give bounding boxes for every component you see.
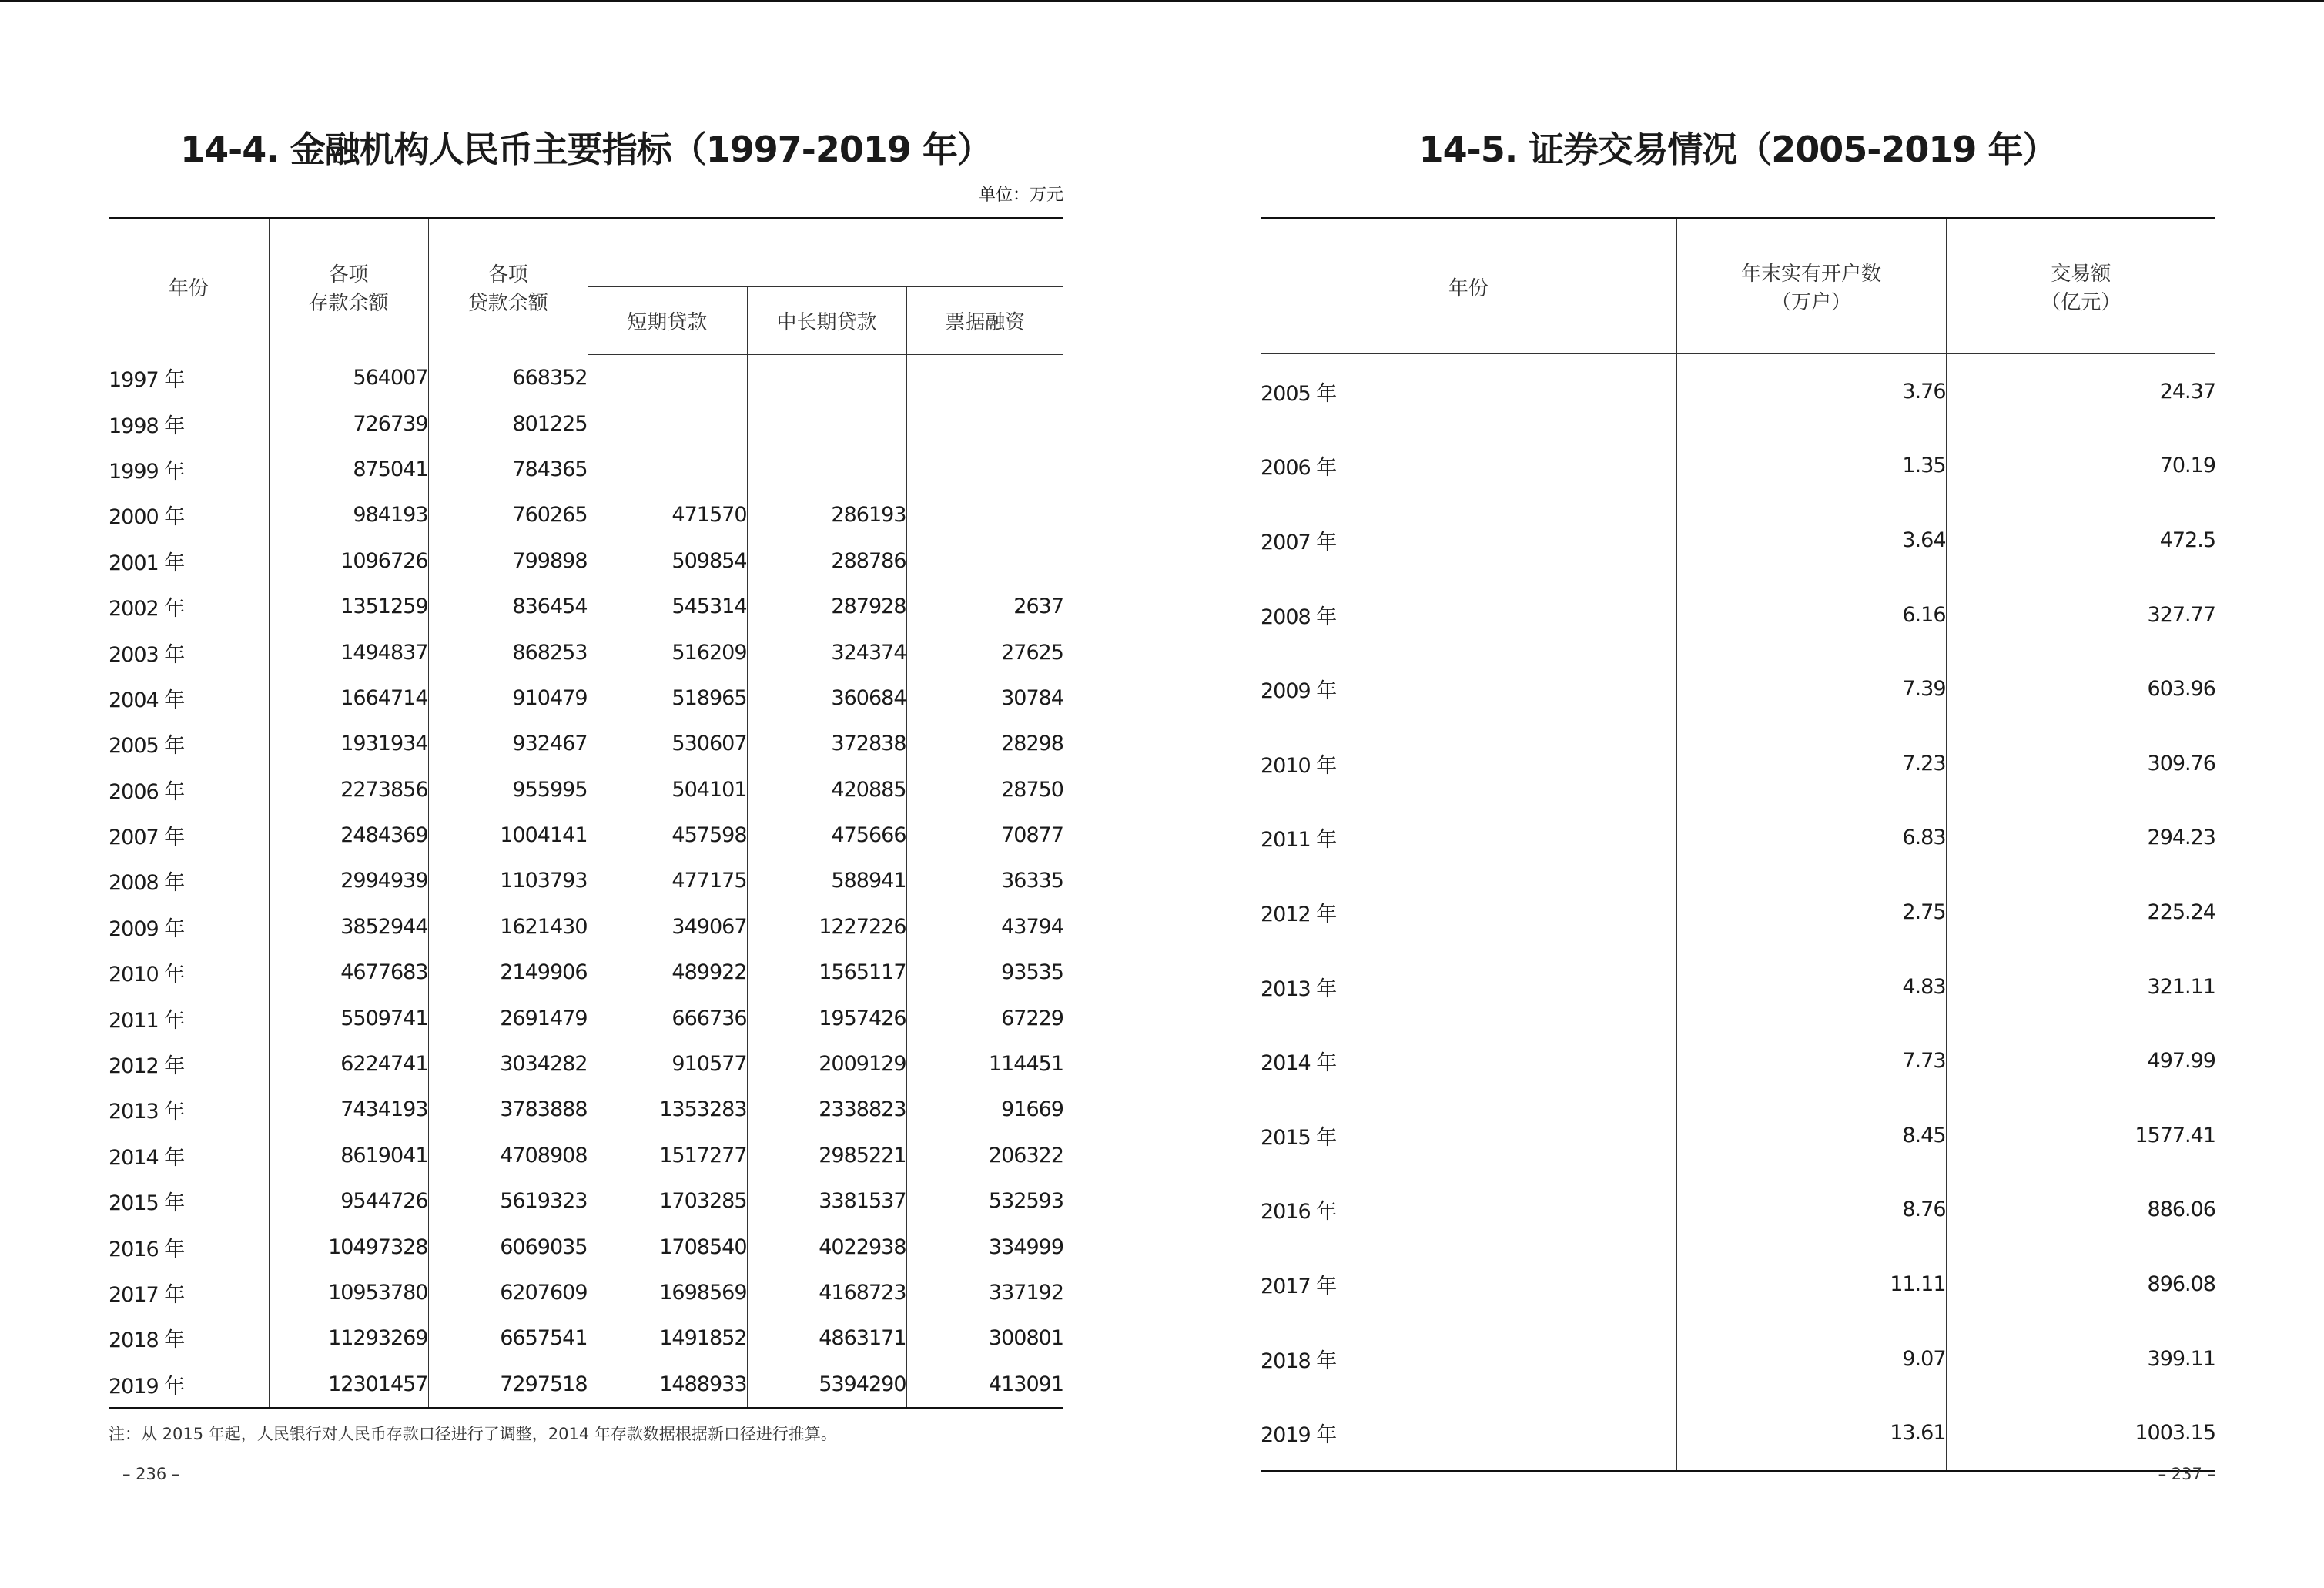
bill-financing-cell	[906, 447, 1063, 492]
year-cell: 2012 年	[109, 1041, 269, 1087]
trading-volume-cell: 1577.41	[2135, 1123, 2215, 1147]
table-row	[1261, 429, 2215, 504]
deposit-cell: 1931934	[269, 721, 428, 766]
year-cell: 2007 年	[1261, 503, 1676, 578]
loan-cell: 1004141	[428, 812, 588, 858]
medium-long-term-loan-cell: 360684	[747, 675, 906, 721]
year-cell: 2005 年	[1261, 354, 1676, 429]
year-cell: 2017 年	[1261, 1247, 1676, 1322]
deposit-header: 各项 存款余额	[269, 219, 428, 355]
short-term-loan-cell: 530607	[588, 721, 747, 766]
short-term-loan-cell: 666736	[588, 995, 747, 1040]
bill-financing-cell: 532593	[988, 1189, 1063, 1214]
deposit-cell: 564007	[269, 355, 428, 401]
deposit-cell: 8619041	[269, 1133, 428, 1178]
accounts-cell: 2.75	[1676, 875, 1946, 950]
accounts-cell: 6.83	[1676, 801, 1946, 876]
year-cell: 2015 年	[109, 1178, 269, 1224]
deposit-cell: 10953780	[269, 1270, 428, 1315]
trading-volume-cell: 1003.15	[1946, 1395, 2215, 1471]
year-cell: 2016 年	[109, 1224, 269, 1269]
trading-volume-cell: 70.19	[2159, 454, 2215, 478]
year-cell: 1999 年	[109, 447, 269, 492]
bill-financing-cell: 70877	[1001, 823, 1063, 848]
medium-long-term-loan-cell: 288786	[747, 538, 906, 584]
loan-cell: 6657541	[428, 1315, 588, 1361]
deposit-cell: 1351259	[269, 584, 428, 629]
year-cell: 2003 年	[109, 629, 269, 675]
deposit-cell: 2273856	[269, 767, 428, 812]
table-row	[109, 858, 1063, 903]
accounts-cell: 8.45	[1676, 1098, 1946, 1173]
page-number: – 237 –	[2158, 1465, 2215, 1483]
year-cell: 2008 年	[109, 858, 269, 903]
loan-cell: 784365	[428, 447, 588, 492]
medium-long-term-loan-cell: 2985221	[747, 1133, 906, 1178]
trading-volume-cell: 497.99	[2147, 1049, 2215, 1074]
year-cell: 2016 年	[1261, 1173, 1676, 1248]
securities-trading-table	[1261, 217, 2215, 1472]
unit-label: 单位：万元	[978, 186, 1063, 205]
table-row	[109, 355, 1063, 401]
loan-cell: 868253	[428, 629, 588, 675]
bill-financing-cell: 2637	[1013, 595, 1063, 619]
deposit-cell: 1494837	[269, 629, 428, 675]
year-cell: 2013 年	[1261, 950, 1676, 1024]
deposit-cell: 11293269	[269, 1315, 428, 1361]
loan-cell: 4708908	[428, 1133, 588, 1178]
page-number: – 236 –	[122, 1465, 180, 1483]
loan-cell: 836454	[428, 584, 588, 629]
accounts-cell: 3.76	[1676, 354, 1946, 429]
bill-financing-cell	[906, 400, 1063, 446]
bill-financing-cell: 337192	[988, 1281, 1063, 1305]
bill-financing-cell	[906, 538, 1063, 584]
bill-financing-cell: 91669	[1001, 1097, 1063, 1122]
year-cell: 2009 年	[109, 904, 269, 950]
bill-financing-header: 票据融资	[906, 287, 1063, 355]
year-cell: 2010 年	[1261, 726, 1676, 801]
year-cell: 1997 年	[109, 355, 269, 401]
table-row	[109, 1087, 1063, 1132]
medium-long-term-loan-cell: 4022938	[747, 1224, 906, 1269]
loan-cell: 3034282	[428, 1041, 588, 1087]
loan-cell: 799898	[428, 538, 588, 584]
loan-cell: 932467	[428, 721, 588, 766]
trading-volume-cell: 399.11	[2147, 1346, 2215, 1371]
trading-volume-cell: 472.5	[2159, 528, 2215, 552]
loan-cell: 668352	[428, 355, 588, 401]
year-cell: 2001 年	[109, 538, 269, 584]
deposit-cell: 984193	[269, 492, 428, 538]
short-term-loan-cell: 1488933	[588, 1362, 747, 1409]
loan-cell: 2149906	[428, 950, 588, 995]
trading-volume-cell: 225.24	[2147, 900, 2215, 924]
short-term-loan-cell: 477175	[588, 858, 747, 903]
deposit-cell: 875041	[269, 447, 428, 492]
table-row	[1261, 1322, 2215, 1396]
year-cell: 2006 年	[1261, 429, 1676, 504]
table-row	[109, 1315, 1063, 1361]
table-row	[1261, 1395, 2215, 1471]
deposit-cell: 7434193	[269, 1087, 428, 1132]
short-term-loan-cell: 910577	[588, 1041, 747, 1087]
short-term-loan-cell: 545314	[588, 584, 747, 629]
table-row	[109, 767, 1063, 812]
deposit-cell: 5509741	[269, 995, 428, 1040]
bill-financing-cell: 36335	[1001, 869, 1063, 893]
medium-long-term-loan-cell: 420885	[747, 767, 906, 812]
year-cell: 2015 年	[1261, 1098, 1676, 1173]
table-row	[1261, 1247, 2215, 1322]
bill-financing-cell: 93535	[1001, 960, 1063, 985]
trading-volume-cell: 24.37	[2159, 379, 2215, 404]
year-cell: 2014 年	[1261, 1023, 1676, 1098]
year-cell: 2019 年	[1261, 1395, 1676, 1471]
table-row	[1261, 1098, 2215, 1173]
medium-long-term-loan-cell	[747, 355, 906, 401]
deposit-cell: 12301457	[269, 1362, 428, 1409]
table-row	[1261, 503, 2215, 578]
bill-financing-cell: 28750	[1001, 777, 1063, 802]
header-row	[1261, 219, 2215, 354]
year-cell: 2008 年	[1261, 578, 1676, 652]
trading-volume-cell: 294.23	[2147, 826, 2215, 850]
bill-financing-cell	[906, 355, 1063, 401]
deposit-cell: 1664714	[269, 675, 428, 721]
medium-long-term-loan-cell: 372838	[747, 721, 906, 766]
accounts-cell: 7.23	[1676, 726, 1946, 801]
table-14-4-title: 14-4. 金融机构人民币主要指标（1997-2019 年）	[180, 129, 992, 170]
loan-cell: 801225	[428, 400, 588, 446]
year-cell: 2018 年	[1261, 1322, 1676, 1396]
table-row	[1261, 801, 2215, 876]
trading-volume-cell: 896.08	[2147, 1271, 2215, 1296]
medium-long-term-loan-header: 中长期贷款	[747, 287, 906, 355]
table-row	[1261, 950, 2215, 1024]
medium-long-term-loan-cell: 4168723	[747, 1270, 906, 1315]
table-row	[109, 995, 1063, 1040]
year-header: 年份	[1261, 219, 1676, 354]
table-row	[109, 1041, 1063, 1087]
table-row	[1261, 354, 2215, 429]
year-cell: 2012 年	[1261, 875, 1676, 950]
table-row	[109, 812, 1063, 858]
short-term-loan-cell	[588, 355, 747, 401]
loan-cell: 910479	[428, 675, 588, 721]
short-term-loan-cell: 489922	[588, 950, 747, 995]
loan-breakdown-group-header	[588, 219, 1063, 287]
table-row	[109, 492, 1063, 538]
accounts-cell: 7.39	[1676, 652, 1946, 726]
medium-long-term-loan-cell	[747, 400, 906, 446]
short-term-loan-cell: 471570	[588, 492, 747, 538]
loan-header: 各项 贷款余额	[428, 219, 588, 355]
bill-financing-cell: 413091	[906, 1362, 1063, 1409]
short-term-loan-cell: 1708540	[588, 1224, 747, 1269]
table-row	[109, 904, 1063, 950]
deposit-cell: 6224741	[269, 1041, 428, 1087]
loan-cell: 955995	[428, 767, 588, 812]
deposit-cell: 1096726	[269, 538, 428, 584]
year-cell: 2014 年	[109, 1133, 269, 1178]
accounts-cell: 9.07	[1676, 1322, 1946, 1396]
table-row	[109, 1362, 1063, 1409]
loan-cell: 1103793	[428, 858, 588, 903]
medium-long-term-loan-cell: 1227226	[747, 904, 906, 950]
table-row	[109, 400, 1063, 446]
short-term-loan-cell: 518965	[588, 675, 747, 721]
short-term-loan-cell: 516209	[588, 629, 747, 675]
loan-cell: 760265	[428, 492, 588, 538]
year-cell: 2011 年	[109, 995, 269, 1040]
table-row	[1261, 875, 2215, 950]
bill-financing-cell	[906, 492, 1063, 538]
short-term-loan-cell	[588, 400, 747, 446]
header-row	[109, 219, 1063, 287]
short-term-loan-cell: 349067	[588, 904, 747, 950]
short-term-loan-header: 短期贷款	[588, 287, 747, 355]
short-term-loan-cell: 504101	[588, 767, 747, 812]
medium-long-term-loan-cell: 3381537	[747, 1178, 906, 1224]
loan-cell: 6069035	[428, 1224, 588, 1269]
short-term-loan-cell: 1698569	[588, 1270, 747, 1315]
trading-volume-cell: 309.76	[2147, 751, 2215, 776]
deposit-cell: 9544726	[269, 1178, 428, 1224]
year-cell: 2009 年	[1261, 652, 1676, 726]
accounts-cell: 8.76	[1676, 1173, 1946, 1248]
deposit-cell: 10497328	[269, 1224, 428, 1269]
year-cell: 2010 年	[109, 950, 269, 995]
short-term-loan-cell: 1517277	[588, 1133, 747, 1178]
accounts-cell: 13.61	[1676, 1395, 1946, 1471]
table-row	[109, 538, 1063, 584]
deposit-cell: 2484369	[269, 812, 428, 858]
year-cell: 1998 年	[109, 400, 269, 446]
year-cell: 2007 年	[109, 812, 269, 858]
medium-long-term-loan-cell: 1957426	[747, 995, 906, 1040]
medium-long-term-loan-cell: 324374	[747, 629, 906, 675]
medium-long-term-loan-cell: 4863171	[747, 1315, 906, 1361]
year-cell: 2002 年	[109, 584, 269, 629]
table-14-5-title: 14-5. 证券交易情况（2005-2019 年）	[1418, 129, 2058, 170]
short-term-loan-cell: 457598	[588, 812, 747, 858]
financial-indicators-table	[109, 217, 1063, 1409]
table-row	[109, 950, 1063, 995]
accounts-header: 年末实有开户数 （万户）	[1676, 219, 1946, 354]
table-row	[109, 1270, 1063, 1315]
table-row	[109, 1224, 1063, 1269]
year-cell: 2017 年	[109, 1270, 269, 1315]
deposit-cell: 3852944	[269, 904, 428, 950]
footnote: 注：从 2015 年起，人民银行对人民币存款口径进行了调整，2014 年存款数据根据新口径进行推算。	[109, 1425, 837, 1443]
bill-financing-cell: 27625	[1001, 640, 1063, 665]
medium-long-term-loan-cell: 475666	[747, 812, 906, 858]
medium-long-term-loan-cell: 286193	[747, 492, 906, 538]
year-cell: 2000 年	[109, 492, 269, 538]
table-row	[1261, 1173, 2215, 1248]
table-row	[1261, 1023, 2215, 1098]
loan-cell: 1621430	[428, 904, 588, 950]
accounts-cell: 3.64	[1676, 503, 1946, 578]
deposit-cell: 2994939	[269, 858, 428, 903]
accounts-cell: 1.35	[1676, 429, 1946, 504]
short-term-loan-cell: 509854	[588, 538, 747, 584]
trading-volume-header: 交易额 （亿元）	[1946, 219, 2215, 354]
loan-cell: 6207609	[428, 1270, 588, 1315]
medium-long-term-loan-cell: 2338823	[747, 1087, 906, 1132]
table-row	[109, 447, 1063, 492]
deposit-cell: 726739	[269, 400, 428, 446]
medium-long-term-loan-cell: 5394290	[747, 1362, 906, 1409]
table-row	[109, 1178, 1063, 1224]
accounts-cell: 11.11	[1676, 1247, 1946, 1322]
medium-long-term-loan-cell: 1565117	[747, 950, 906, 995]
bill-financing-cell: 114451	[988, 1052, 1063, 1077]
short-term-loan-cell: 1491852	[588, 1315, 747, 1361]
year-header: 年份	[109, 219, 269, 355]
table-row	[109, 675, 1063, 721]
table-row	[109, 1133, 1063, 1178]
medium-long-term-loan-cell: 588941	[747, 858, 906, 903]
year-cell: 2004 年	[109, 675, 269, 721]
trading-volume-cell: 603.96	[2147, 677, 2215, 702]
medium-long-term-loan-cell: 2009129	[747, 1041, 906, 1087]
year-cell: 2018 年	[109, 1315, 269, 1361]
accounts-cell: 7.73	[1676, 1023, 1946, 1098]
loan-cell: 5619323	[428, 1178, 588, 1224]
loan-cell: 3783888	[428, 1087, 588, 1132]
loan-cell: 2691479	[428, 995, 588, 1040]
bill-financing-cell: 67229	[1001, 1006, 1063, 1030]
trading-volume-cell: 321.11	[2147, 974, 2215, 999]
medium-long-term-loan-cell: 287928	[747, 584, 906, 629]
table-row	[109, 721, 1063, 766]
year-cell: 2005 年	[109, 721, 269, 766]
table-row	[1261, 652, 2215, 726]
table-row	[109, 629, 1063, 675]
short-term-loan-cell: 1703285	[588, 1178, 747, 1224]
trading-volume-cell: 886.06	[2147, 1198, 2215, 1222]
bill-financing-cell: 334999	[988, 1235, 1063, 1259]
bill-financing-cell: 300801	[988, 1326, 1063, 1351]
table-row	[109, 584, 1063, 629]
accounts-cell: 4.83	[1676, 950, 1946, 1024]
bill-financing-cell: 43794	[1001, 914, 1063, 939]
loan-cell: 7297518	[428, 1362, 588, 1409]
year-cell: 2019 年	[109, 1362, 269, 1409]
trading-volume-cell: 327.77	[2147, 602, 2215, 627]
table-row	[1261, 726, 2215, 801]
bill-financing-cell: 206322	[988, 1143, 1063, 1168]
year-cell: 2011 年	[1261, 801, 1676, 876]
deposit-cell: 4677683	[269, 950, 428, 995]
short-term-loan-cell: 1353283	[588, 1087, 747, 1132]
year-cell: 2006 年	[109, 767, 269, 812]
bill-financing-cell: 28298	[1001, 732, 1063, 756]
year-cell: 2013 年	[109, 1087, 269, 1132]
top-border-rule	[0, 0, 2324, 2]
short-term-loan-cell	[588, 447, 747, 492]
bill-financing-cell: 30784	[1001, 685, 1063, 710]
medium-long-term-loan-cell	[747, 447, 906, 492]
table-row	[1261, 578, 2215, 652]
accounts-cell: 6.16	[1676, 578, 1946, 652]
